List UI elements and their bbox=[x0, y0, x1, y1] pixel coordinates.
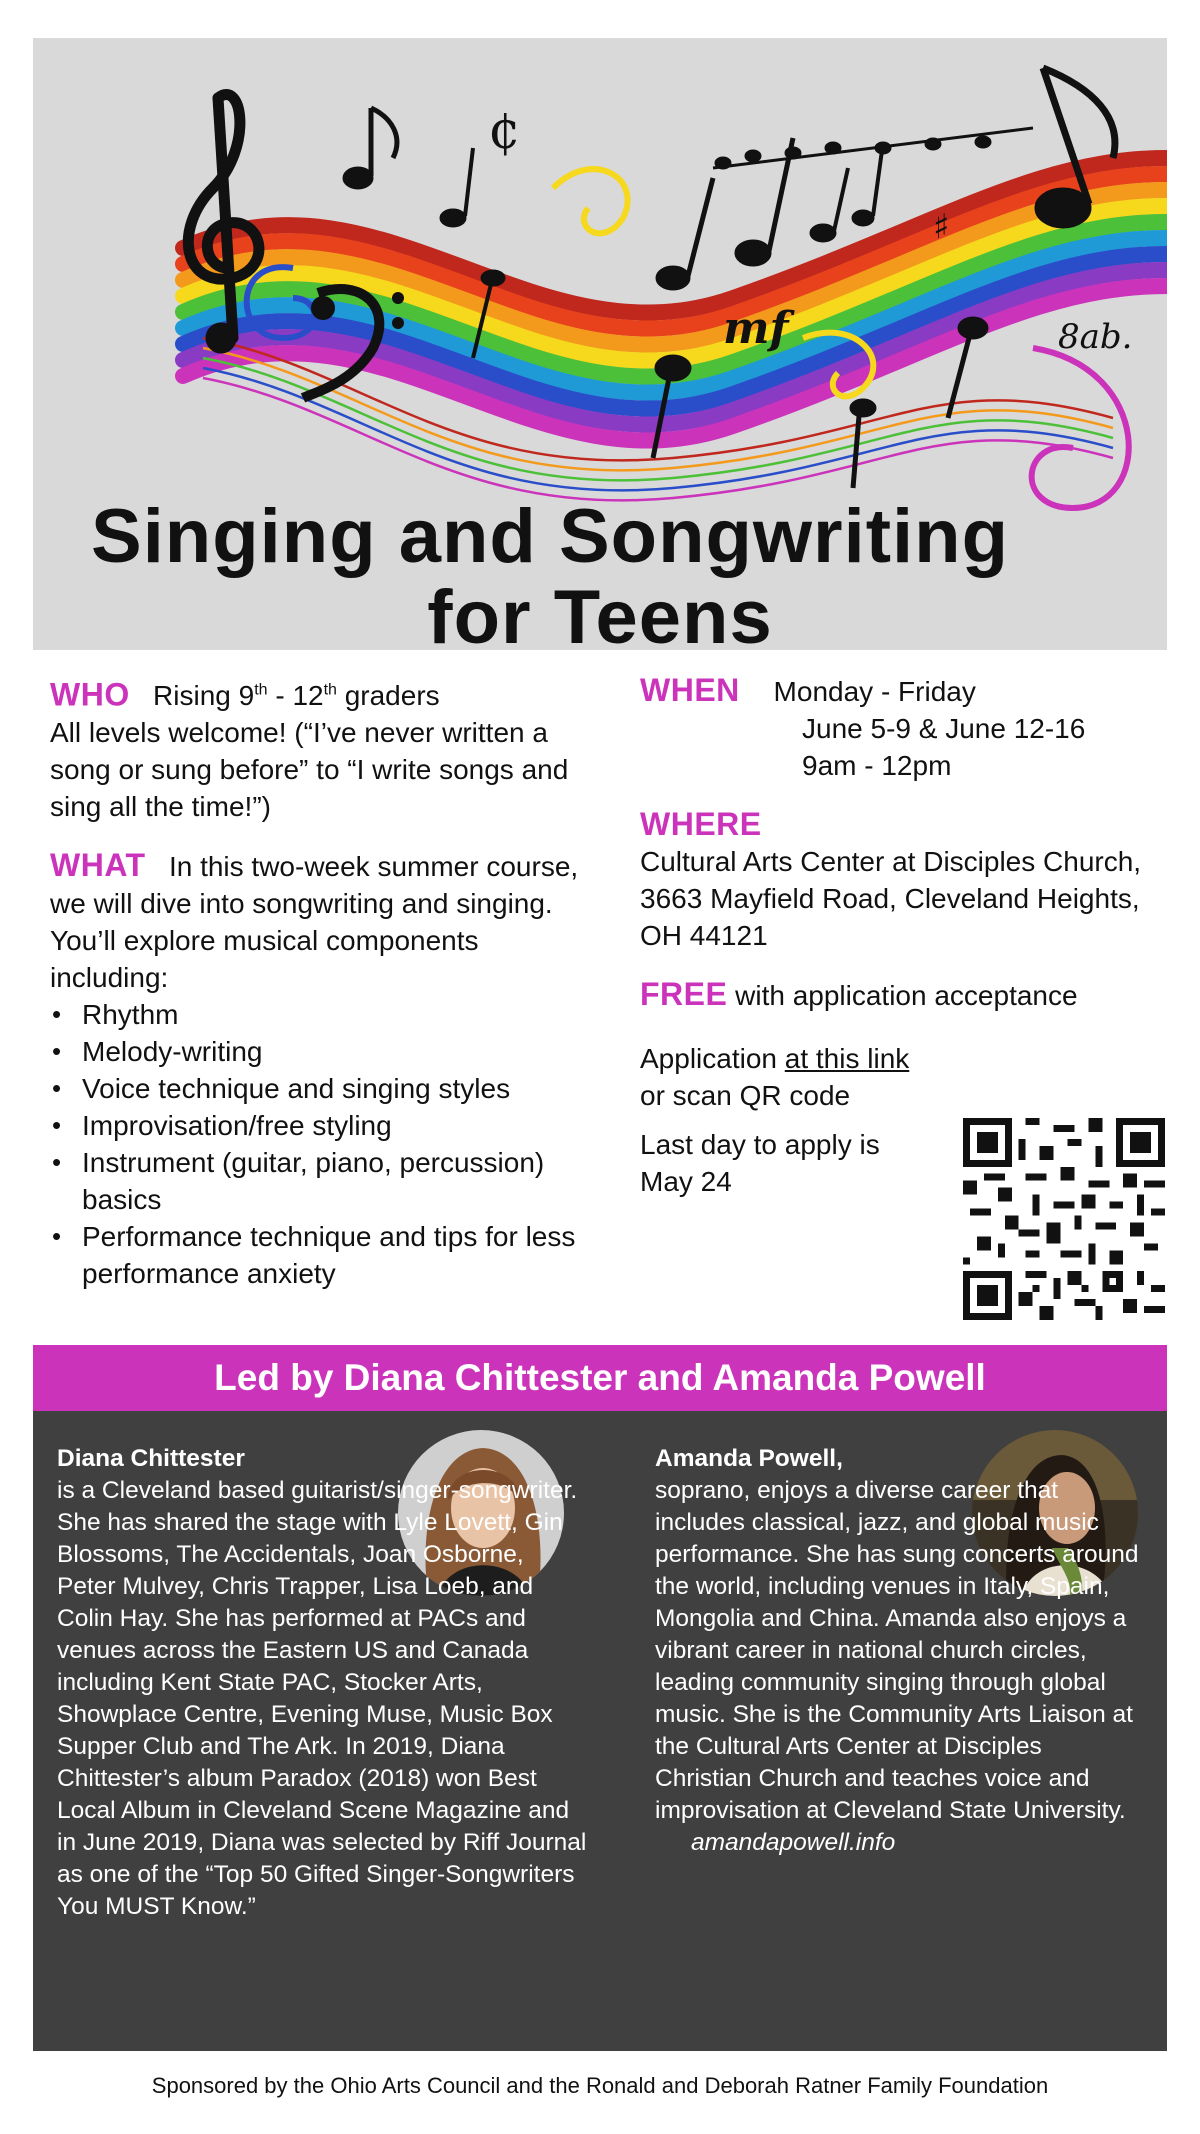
amanda-bio bbox=[655, 1443, 1145, 1859]
sponsor-footer: Sponsored by the Ohio Arts Council and the Ronald and Deborah Ratner Family Foundation bbox=[151, 2073, 1049, 2098]
what-text: In this two-week summer course, we will dive into songwriting and singing. You’ll explore musical components including: bbox=[50, 851, 579, 994]
who-grades: Rising 9th - 12th graders bbox=[153, 680, 440, 712]
list-item: • Instrument (guitar, piano, percussion) basics bbox=[82, 1144, 590, 1218]
amanda-name: Amanda Powell, bbox=[655, 1445, 843, 1472]
when-label: WHEN bbox=[640, 672, 740, 708]
left-info-column bbox=[50, 672, 590, 1292]
application-suffix: or scan QR code bbox=[640, 1080, 851, 1111]
amanda-bio-text: soprano, enjoys a diverse career that includes classical, jazz, and global music performance. She has sung concerts around the world, including venues in Italy, Spain, Mongolia and China. Amanda also enjoys a vibrant career in national church circles, leading community singing through global music. She is the Community Arts Liaison at the Cultural Arts Center at Disciples Christian Church and teaches voice and improvisation at Cleveland State University. bbox=[655, 1477, 1139, 1824]
what-label: WHAT bbox=[50, 847, 146, 884]
list-item: • Performance technique and tips for less performance anxiety bbox=[82, 1218, 590, 1292]
who-welcome: All levels welcome! (“I’ve never written a song or sung before” to “I write songs and sing all the time!”) bbox=[50, 717, 569, 823]
diana-bio-text: is a Cleveland based guitarist/singer-songwriter. She has shared the stage with Lyle Lovett, Gin Blossoms, The Accidentals, Joan Osborne, Peter Mulvey, Chris Trapper, Lisa Loeb, and Colin Hay. She has performed at PACs and venues across the Eastern US and Canada including Kent State PAC, Stocker Arts, Showplace Centre, Evening Muse, Music Box Supper Club and The Ark. In 2019, Diana Chittester’s album Paradox (2018) won Best Local Album in Cleveland Scene Magazine and in June 2019, Diana was selected by Riff Journal as one of the “Top 50 Gifted Singer-Songwriters You MUST Know.” bbox=[57, 1477, 587, 1920]
when-time: 9am - 12pm bbox=[802, 750, 952, 781]
where-address: Cultural Arts Center at Disciples Church, 3663 Mayfield Road, Cleveland Heights, OH 44121 bbox=[640, 846, 1142, 951]
list-item: • Improvisation/free styling bbox=[82, 1107, 590, 1144]
application-section bbox=[640, 1040, 940, 1200]
diana-bio bbox=[57, 1443, 587, 1923]
application-link[interactable]: at this link bbox=[784, 1043, 910, 1074]
banner bbox=[33, 38, 1167, 650]
svg-text:mf: mf bbox=[723, 303, 789, 354]
topics-list bbox=[50, 996, 590, 1292]
free-text: with application acceptance bbox=[735, 980, 1078, 1011]
application-prefix: Application bbox=[640, 1043, 785, 1074]
free-section bbox=[640, 976, 1160, 1014]
svg-text:♯: ♯ bbox=[933, 207, 950, 247]
where-label: WHERE bbox=[640, 806, 762, 842]
where-section bbox=[640, 806, 1160, 954]
list-item: • Rhythm bbox=[82, 996, 590, 1033]
diana-name: Diana Chittester bbox=[57, 1445, 245, 1472]
what-section bbox=[50, 847, 590, 1292]
list-item: • Melody-writing bbox=[82, 1033, 590, 1070]
who-section bbox=[50, 672, 590, 825]
amanda-website-link[interactable]: amandapowell.info bbox=[691, 1829, 896, 1856]
application-deadline: Last day to apply is May 24 bbox=[640, 1129, 880, 1197]
title-line-2: for Teens bbox=[427, 575, 773, 650]
who-label: WHO bbox=[50, 676, 130, 713]
when-dates: June 5-9 & June 12-16 bbox=[802, 713, 1086, 744]
qr-code-icon[interactable] bbox=[963, 1118, 1165, 1320]
when-section bbox=[640, 672, 1160, 784]
led-by-banner: Led by Diana Chittester and Amanda Powell bbox=[33, 1345, 1167, 1411]
instructor-bios-panel bbox=[33, 1411, 1167, 2051]
title-line-1: Singing and Songwriting bbox=[91, 494, 1010, 579]
svg-text:¢: ¢ bbox=[488, 101, 522, 161]
svg-text:8ab.: 8ab. bbox=[1058, 317, 1133, 357]
free-label: FREE bbox=[640, 976, 728, 1012]
list-item: • Voice technique and singing styles bbox=[82, 1070, 590, 1107]
when-days: Monday - Friday bbox=[773, 676, 976, 707]
